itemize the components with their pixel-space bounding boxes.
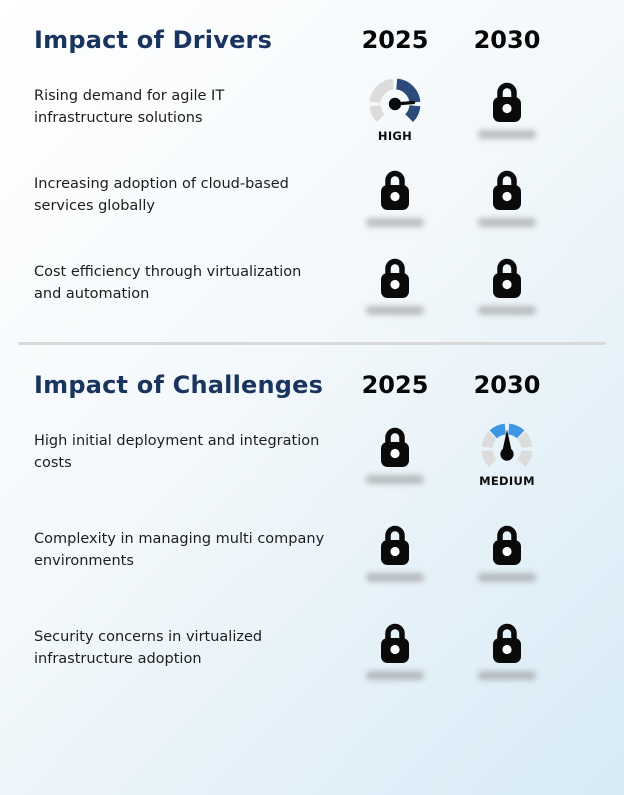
lock-icon [377,423,413,469]
gauge-high-icon [369,78,421,126]
table-row [0,423,624,521]
lock-icon [377,166,413,212]
year-column-header-2030: 2030 [473,26,541,54]
table-row [0,521,624,619]
table-row [0,619,624,717]
table-row [0,166,624,254]
lock-icon [489,254,525,300]
section-title: Impact of Challenges [34,371,324,399]
redacted-text [366,306,424,315]
lock-icon [377,619,413,665]
section-divider [18,342,606,345]
impact-cell-2025 [340,619,450,680]
redacted-text [366,475,424,484]
lock-icon [377,254,413,300]
row-label: High initial deployment and integration costs [34,433,320,472]
redacted-text [366,671,424,680]
redacted-text [366,573,424,582]
impact-cell-2025 [340,521,450,582]
impact-cell-2030 [450,521,564,582]
lock-icon [489,78,525,124]
impact-cell-2030 [450,254,564,315]
year-column-header-2030: 2030 [473,371,541,399]
row-label: Complexity in managing multi company environments [34,531,325,570]
lock-icon [489,521,525,567]
redacted-text [478,306,536,315]
impact-cell-2025 [340,166,450,227]
impact-cell-2030 [450,166,564,227]
redacted-text [366,218,424,227]
impact-cell-2025 [340,423,450,484]
gauge-level-label: HIGH [377,129,413,143]
row-label: Security concerns in virtualized infrastructure adoption [34,629,263,668]
impact-cell-2030 [450,78,564,139]
section-title: Impact of Drivers [34,26,273,54]
table-row [0,254,624,342]
year-column-header-2025: 2025 [361,371,429,399]
section-impact-of-challenges [0,371,624,717]
impact-cell-2025 [340,254,450,315]
redacted-text [478,130,536,139]
year-column-header-2025: 2025 [361,26,429,54]
impact-cell-2030 [450,619,564,680]
redacted-text [478,218,536,227]
lock-icon [377,521,413,567]
lock-icon [489,166,525,212]
redacted-text [478,671,536,680]
impact-cell-2025 [340,78,450,143]
section-header-row [0,371,624,399]
impact-cell-2030 [450,423,564,488]
gauge-medium-icon [481,423,533,471]
section-impact-of-drivers [0,26,624,342]
table-row [0,78,624,166]
lock-icon [489,619,525,665]
redacted-text [478,573,536,582]
gauge-level-label: MEDIUM [479,474,535,488]
row-label: Increasing adoption of cloud-based services globally [34,176,289,215]
row-label: Rising demand for agile IT infrastructure solutions [34,88,225,127]
row-label: Cost efficiency through virtualization and automation [34,264,302,303]
section-header-row [0,26,624,54]
